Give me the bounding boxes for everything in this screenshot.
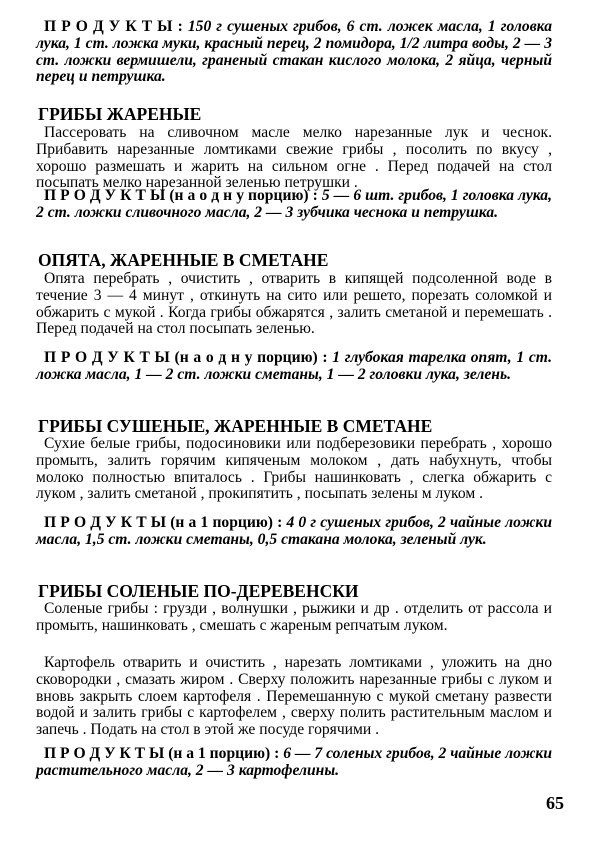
products-label: П Р О Д У К Т Ы (н а о д н у порцию) :: [44, 187, 322, 204]
products-text: 150 г сушеных грибов, 6 ст. ложек масла, 1 головка лука, 1 ст. ложка муки, красный перец, 2 помидора, 1/2 литра воды, 2 — 3 ст. ложки вермишели, граненый стакан кислого молока, 2 яйца, черный перец и петрушка.: [36, 18, 552, 86]
products-paragraph: [36, 19, 552, 86]
recipe-body: Соленые грибы : грузди , волнушки , рыжики и др . отделить от рассола и промыть, нашинковать , смешать с жареным репчатым луком.: [36, 600, 552, 634]
recipe-body: Сухие белые грибы, подосиновики или подберезовики перебрать , хорошо промыть, залить горячим кипяченым молоком , дать набухнуть, чтобы молоко полностью впиталось . Грибы нашинковать , слегка обжарить с луком , залить сметаной , прокипятить , посыпать зелены м луком .: [36, 435, 552, 503]
recipe-title: ГРИБЫ ЖАРЕНЫЕ: [38, 104, 202, 124]
products-paragraph: [36, 515, 552, 549]
products-text: 5 — 6 шт. грибов, 1 головка лука, 2 ст. ложки сливочного масла, 2 — 3 зубчика чеснока и петрушка.: [36, 187, 552, 221]
products-text: 4 0 г сушеных грибов, 2 чайные ложки масла, 1,5 ст. ложки сметаны, 0,5 стакана молока, зеленый лук.: [36, 514, 552, 548]
products-label: П Р О Д У К Т Ы :: [44, 18, 188, 35]
products-text: 6 — 7 соленых грибов, 2 чайные ложки растительного масла, 2 — 3 картофелины.: [36, 745, 553, 779]
recipe-body: Опята перебрать , очистить , отварить в кипящей подсоленной воде в течение 3 — 4 минут , откинуть на сито или решето, порезать соломкой и обжарить с мукой . Когда грибы обжарятся , залить сметаной и перемешать . Перед подачей на стол посыпать зеленью.: [36, 270, 552, 338]
recipe-title: ОПЯТА, ЖАРЕННЫЕ В СМЕТАНЕ: [38, 250, 329, 270]
products-paragraph: [36, 350, 552, 384]
products-text: 1 глубокая тарелка опят, 1 ст. ложка масла, 1 — 2 ст. ложки сметаны, 1 — 2 головки лука, зелень.: [36, 349, 552, 383]
recipe-body-continued: Картофель отварить и очистить , нарезать ломтиками , уложить на дно сковородки , смазать жиром . Сверху положить нарезанные грибы с луком и вновь закрыть слоем картофеля . Перемешанную с мукой сметану развести водой и залить грибы с картофелем , сверху полить растительным маслом и запечь . Подать на стол в этой же посуде горячими .: [36, 654, 552, 739]
products-label: П Р О Д У К Т Ы (н а о д н у порцию) :: [44, 349, 333, 366]
page-number: 65: [546, 793, 564, 813]
recipe-title: ГРИБЫ СОЛЕНЫЕ ПО-ДЕРЕВЕНСКИ: [38, 581, 359, 601]
recipe-body: Пассеровать на сливочном масле мелко нарезанные лук и чеснок. Прибавить нарезанные ломтиками свежие грибы , посолить по вкусу , хорошо размешать и жарить на сильном огне . Перед подачей на стол посыпать мелко нарезанной зеленью петрушки .: [36, 124, 552, 192]
products-paragraph: [36, 188, 552, 222]
products-paragraph: [36, 746, 552, 780]
recipe-title: ГРИБЫ СУШЕНЫЕ, ЖАРЕННЫЕ В СМЕТАНЕ: [38, 416, 433, 436]
products-label: П Р О Д У К Т Ы (н а 1 порцию) :: [44, 745, 284, 762]
products-label: П Р О Д У К Т Ы (н а 1 порцию) :: [44, 514, 287, 531]
